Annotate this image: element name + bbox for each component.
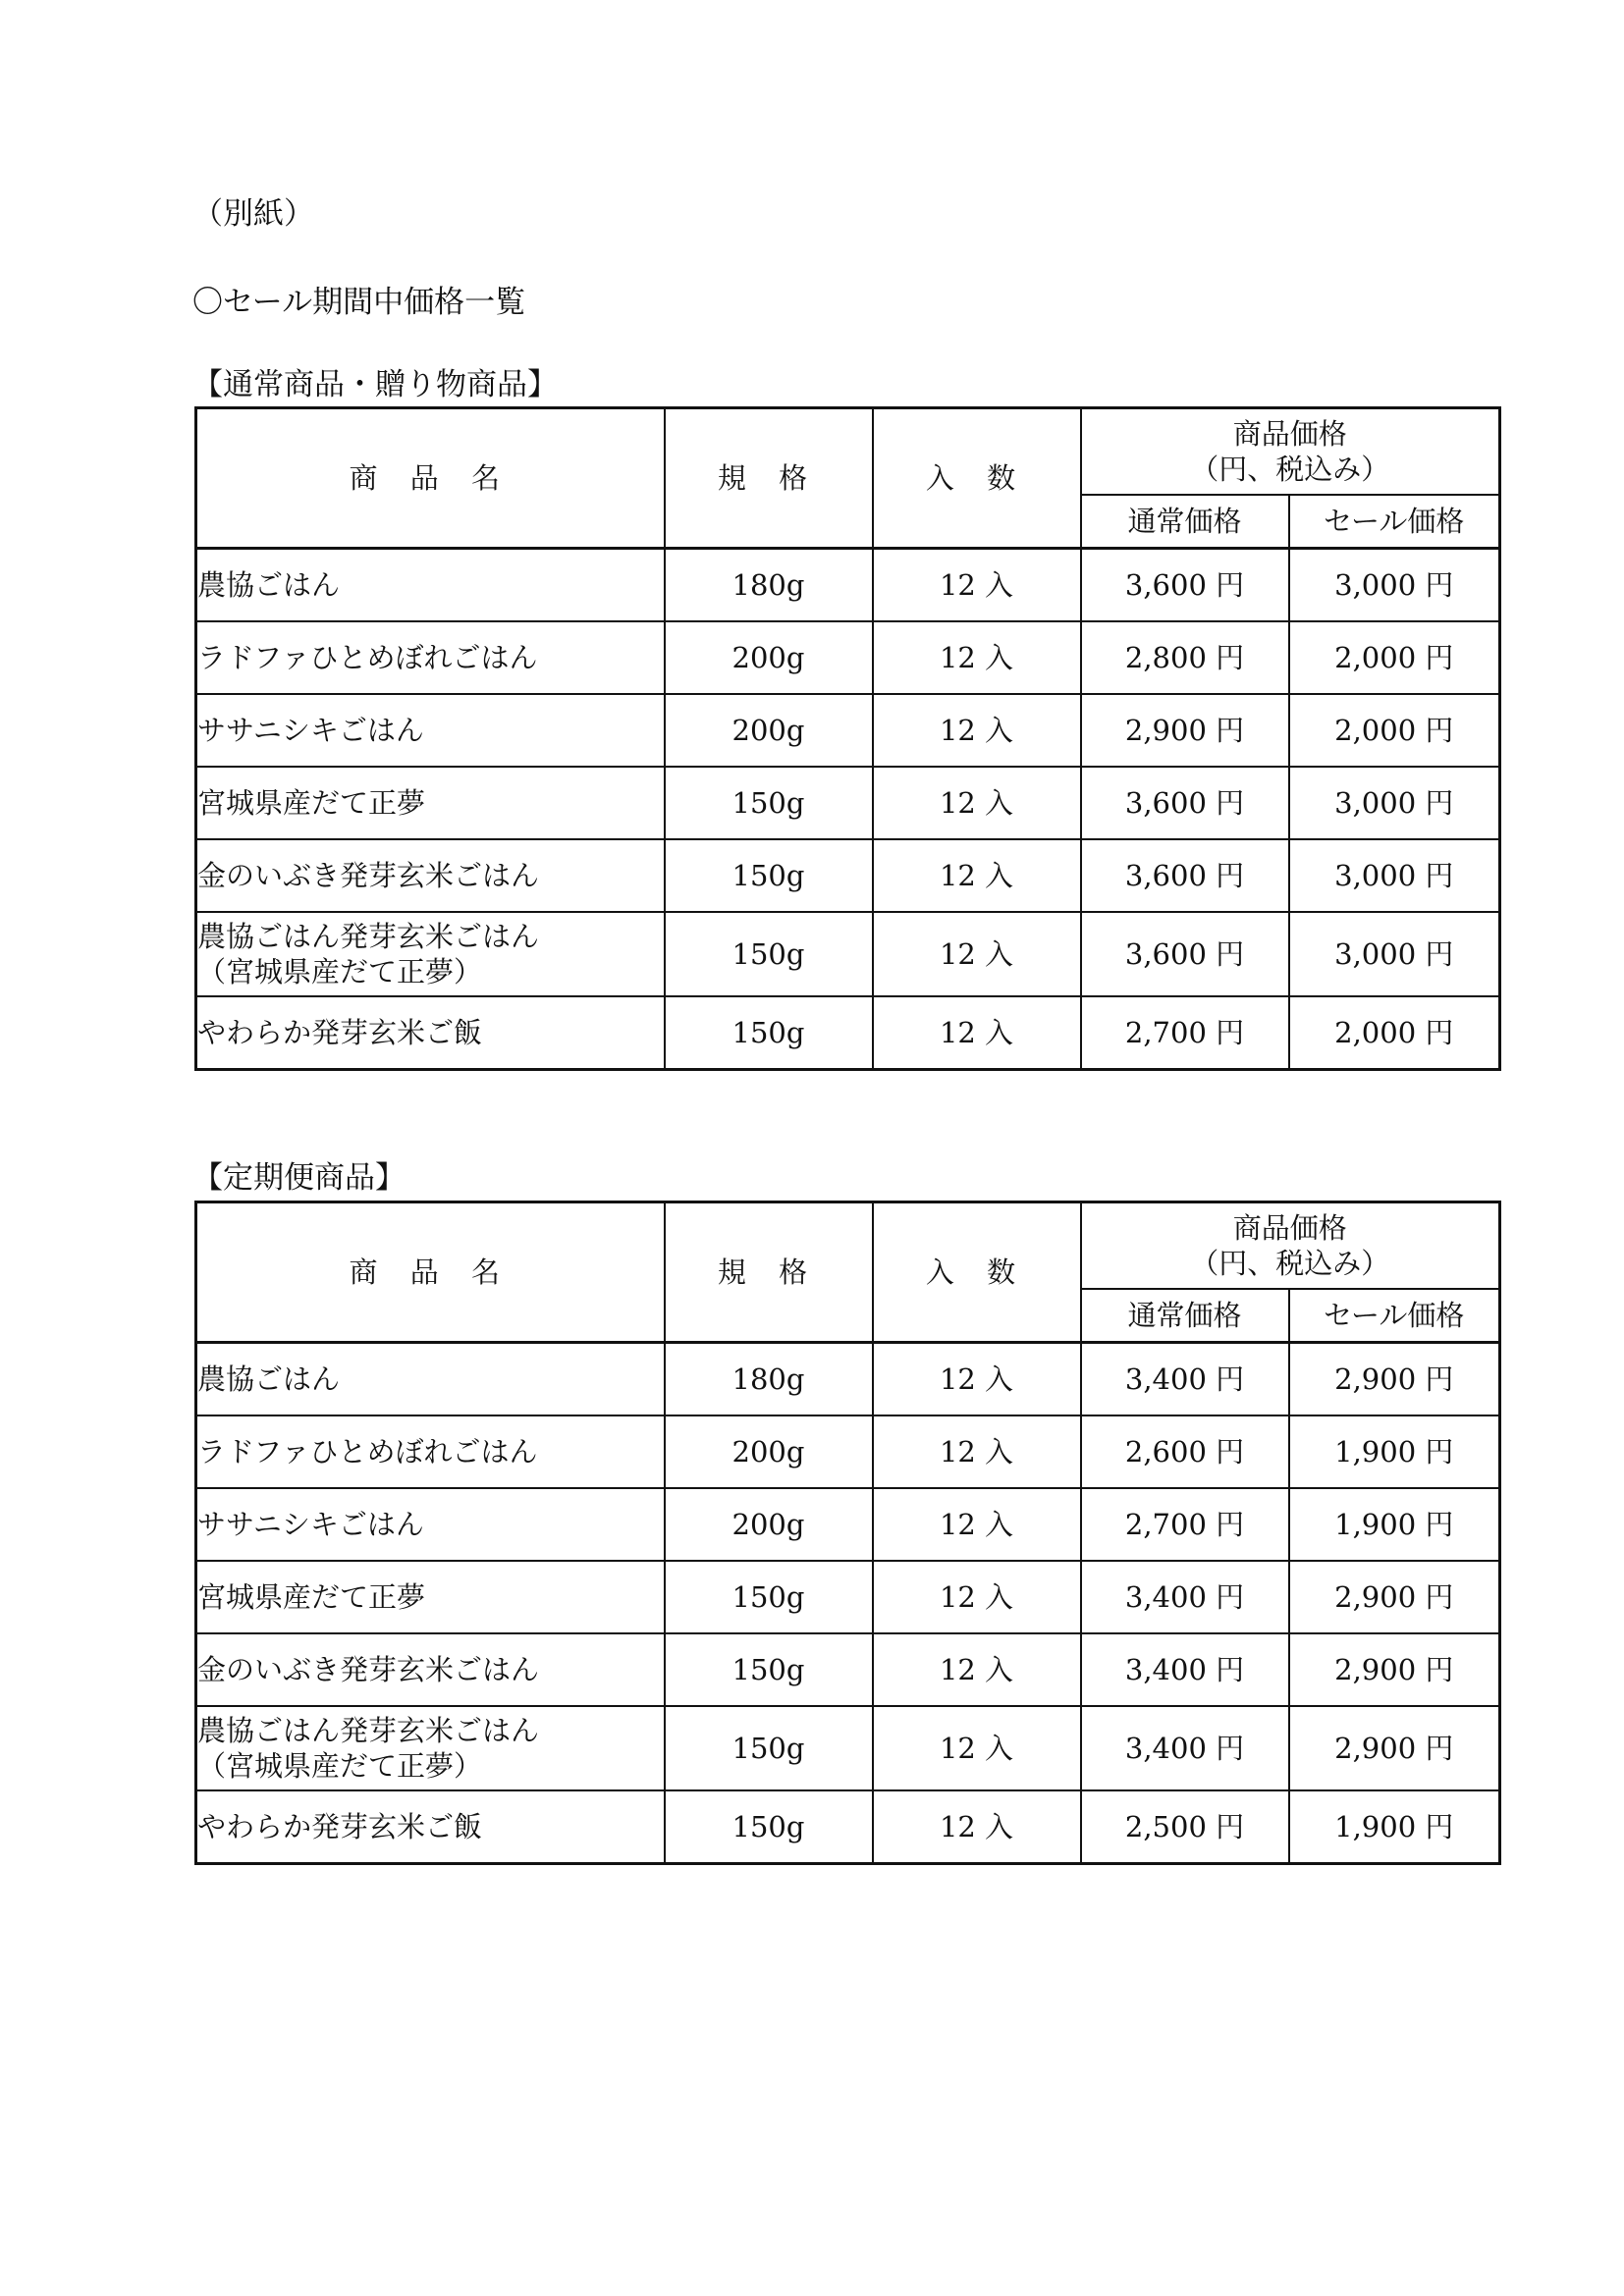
header-price-group-line2: （円、税込み） xyxy=(1190,453,1390,486)
regular-price-cell: 3,400 円 xyxy=(1081,1706,1289,1790)
quantity-cell: 12 入 xyxy=(873,839,1081,912)
spec-cell: 150g xyxy=(665,839,873,912)
sale-price-cell: 1,900 円 xyxy=(1289,1790,1500,1864)
quantity-cell: 12 入 xyxy=(873,1488,1081,1561)
product-name: （宮城県産だて正夢） xyxy=(197,1749,483,1783)
product-name-cell xyxy=(196,1561,665,1633)
quantity-cell: 12 入 xyxy=(873,1343,1081,1416)
header-sale-price: セール価格 xyxy=(1289,1289,1500,1343)
regular-price-cell: 3,600 円 xyxy=(1081,767,1289,839)
product-name-cell xyxy=(196,1790,665,1864)
product-name: ラドファひとめぼれごはん xyxy=(197,1435,538,1468)
quantity-cell: 12 入 xyxy=(873,1790,1081,1864)
header-price-group-line2: （円、税込み） xyxy=(1190,1247,1390,1280)
product-name: ササニシキごはん xyxy=(197,714,424,747)
table-row xyxy=(196,912,1500,996)
header-spec: 規 格 xyxy=(665,1202,873,1343)
table-body xyxy=(196,549,1500,1070)
spec-cell: 150g xyxy=(665,1706,873,1790)
product-name: 宮城県産だて正夢 xyxy=(197,1580,426,1614)
table-header xyxy=(196,1202,1500,1343)
spec-cell: 200g xyxy=(665,1488,873,1561)
header-regular-price: 通常価格 xyxy=(1081,495,1289,549)
product-name: 農協ごはん xyxy=(197,568,341,602)
table-row xyxy=(196,839,1500,912)
product-name: 金のいぶき発芽玄米ごはん xyxy=(197,1653,540,1686)
sale-price-cell: 3,000 円 xyxy=(1289,839,1500,912)
header-sale-price: セール価格 xyxy=(1289,495,1500,549)
product-name: 農協ごはん発芽玄米ごはん xyxy=(197,1714,540,1747)
quantity-cell: 12 入 xyxy=(873,996,1081,1070)
regular-price-cell: 3,400 円 xyxy=(1081,1561,1289,1633)
regular-price-cell: 3,600 円 xyxy=(1081,549,1289,622)
document-heading: 〇セール期間中価格一覧 xyxy=(192,285,526,320)
table-row xyxy=(196,1415,1500,1488)
spec-cell: 200g xyxy=(665,694,873,767)
product-name-cell xyxy=(196,767,665,839)
table-row xyxy=(196,549,1500,622)
sale-price-cell: 3,000 円 xyxy=(1289,549,1500,622)
table-row xyxy=(196,1790,1500,1864)
regular-price-cell: 2,700 円 xyxy=(1081,996,1289,1070)
table-row xyxy=(196,694,1500,767)
table-body xyxy=(196,1343,1500,1864)
regular-price-cell: 3,400 円 xyxy=(1081,1633,1289,1706)
spec-cell: 150g xyxy=(665,767,873,839)
spec-cell: 150g xyxy=(665,996,873,1070)
price-table-subscription xyxy=(194,1201,1501,1865)
quantity-cell: 12 入 xyxy=(873,1415,1081,1488)
section-title-regular-gift: 【通常商品・贈り物商品】 xyxy=(192,367,558,402)
product-name: （宮城県産だて正夢） xyxy=(197,955,483,988)
regular-price-cell: 2,800 円 xyxy=(1081,621,1289,694)
regular-price-cell: 2,900 円 xyxy=(1081,694,1289,767)
sale-price-cell: 2,900 円 xyxy=(1289,1343,1500,1416)
header-price-group-line1: 商品価格 xyxy=(1232,1211,1347,1245)
spec-cell: 200g xyxy=(665,1415,873,1488)
price-table-regular-gift xyxy=(194,406,1501,1071)
regular-price-cell: 3,600 円 xyxy=(1081,912,1289,996)
product-name-cell xyxy=(196,1488,665,1561)
sale-price-cell: 1,900 円 xyxy=(1289,1415,1500,1488)
table-row xyxy=(196,1706,1500,1790)
product-name: 農協ごはん xyxy=(197,1362,341,1396)
product-name: ラドファひとめぼれごはん xyxy=(197,641,538,674)
sale-price-cell: 2,900 円 xyxy=(1289,1633,1500,1706)
product-name: ササニシキごはん xyxy=(197,1508,424,1541)
spec-cell: 150g xyxy=(665,912,873,996)
spec-cell: 180g xyxy=(665,1343,873,1416)
quantity-cell: 12 入 xyxy=(873,694,1081,767)
product-name: やわらか発芽玄米ご飯 xyxy=(197,1016,483,1049)
regular-price-cell: 3,400 円 xyxy=(1081,1343,1289,1416)
product-name-cell xyxy=(196,1706,665,1790)
product-name: やわらか発芽玄米ご飯 xyxy=(197,1810,483,1843)
product-name: 金のいぶき発芽玄米ごはん xyxy=(197,859,540,892)
product-name-cell xyxy=(196,1415,665,1488)
spec-cell: 200g xyxy=(665,621,873,694)
sale-price-cell: 2,000 円 xyxy=(1289,996,1500,1070)
page-label: （別紙） xyxy=(192,196,314,232)
regular-price-cell: 3,600 円 xyxy=(1081,839,1289,912)
quantity-cell: 12 入 xyxy=(873,1706,1081,1790)
sale-price-cell: 2,000 円 xyxy=(1289,621,1500,694)
spec-cell: 150g xyxy=(665,1633,873,1706)
product-name-cell xyxy=(196,549,665,622)
product-name-cell xyxy=(196,912,665,996)
sale-price-cell: 2,000 円 xyxy=(1289,694,1500,767)
regular-price-cell: 2,500 円 xyxy=(1081,1790,1289,1864)
spec-cell: 180g xyxy=(665,549,873,622)
header-quantity: 入 数 xyxy=(873,408,1081,549)
product-name: 宮城県産だて正夢 xyxy=(197,786,426,820)
header-spec: 規 格 xyxy=(665,408,873,549)
product-name-cell xyxy=(196,621,665,694)
product-name: 農協ごはん発芽玄米ごはん xyxy=(197,920,540,953)
table-row xyxy=(196,996,1500,1070)
quantity-cell: 12 入 xyxy=(873,621,1081,694)
header-regular-price: 通常価格 xyxy=(1081,1289,1289,1343)
quantity-cell: 12 入 xyxy=(873,1633,1081,1706)
header-product-name: 商 品 名 xyxy=(196,408,665,549)
quantity-cell: 12 入 xyxy=(873,767,1081,839)
regular-price-cell: 2,700 円 xyxy=(1081,1488,1289,1561)
header-price-group-line1: 商品価格 xyxy=(1232,417,1347,451)
header-price-group xyxy=(1081,408,1500,496)
table-row xyxy=(196,1343,1500,1416)
product-name-cell xyxy=(196,1343,665,1416)
header-quantity: 入 数 xyxy=(873,1202,1081,1343)
product-name-cell xyxy=(196,1633,665,1706)
table-row xyxy=(196,621,1500,694)
sale-price-cell: 2,900 円 xyxy=(1289,1706,1500,1790)
table-row xyxy=(196,1633,1500,1706)
table-row xyxy=(196,1488,1500,1561)
sale-price-cell: 3,000 円 xyxy=(1289,912,1500,996)
product-name-cell xyxy=(196,839,665,912)
quantity-cell: 12 入 xyxy=(873,549,1081,622)
product-name-cell xyxy=(196,694,665,767)
table-header xyxy=(196,408,1500,549)
header-price-group xyxy=(1081,1202,1500,1290)
table-row xyxy=(196,1561,1500,1633)
sale-price-cell: 2,900 円 xyxy=(1289,1561,1500,1633)
quantity-cell: 12 入 xyxy=(873,912,1081,996)
sale-price-cell: 1,900 円 xyxy=(1289,1488,1500,1561)
spec-cell: 150g xyxy=(665,1790,873,1864)
sale-price-cell: 3,000 円 xyxy=(1289,767,1500,839)
header-product-name: 商 品 名 xyxy=(196,1202,665,1343)
spec-cell: 150g xyxy=(665,1561,873,1633)
regular-price-cell: 2,600 円 xyxy=(1081,1415,1289,1488)
section-title-subscription: 【定期便商品】 xyxy=(192,1160,406,1196)
table-row xyxy=(196,767,1500,839)
quantity-cell: 12 入 xyxy=(873,1561,1081,1633)
product-name-cell xyxy=(196,996,665,1070)
